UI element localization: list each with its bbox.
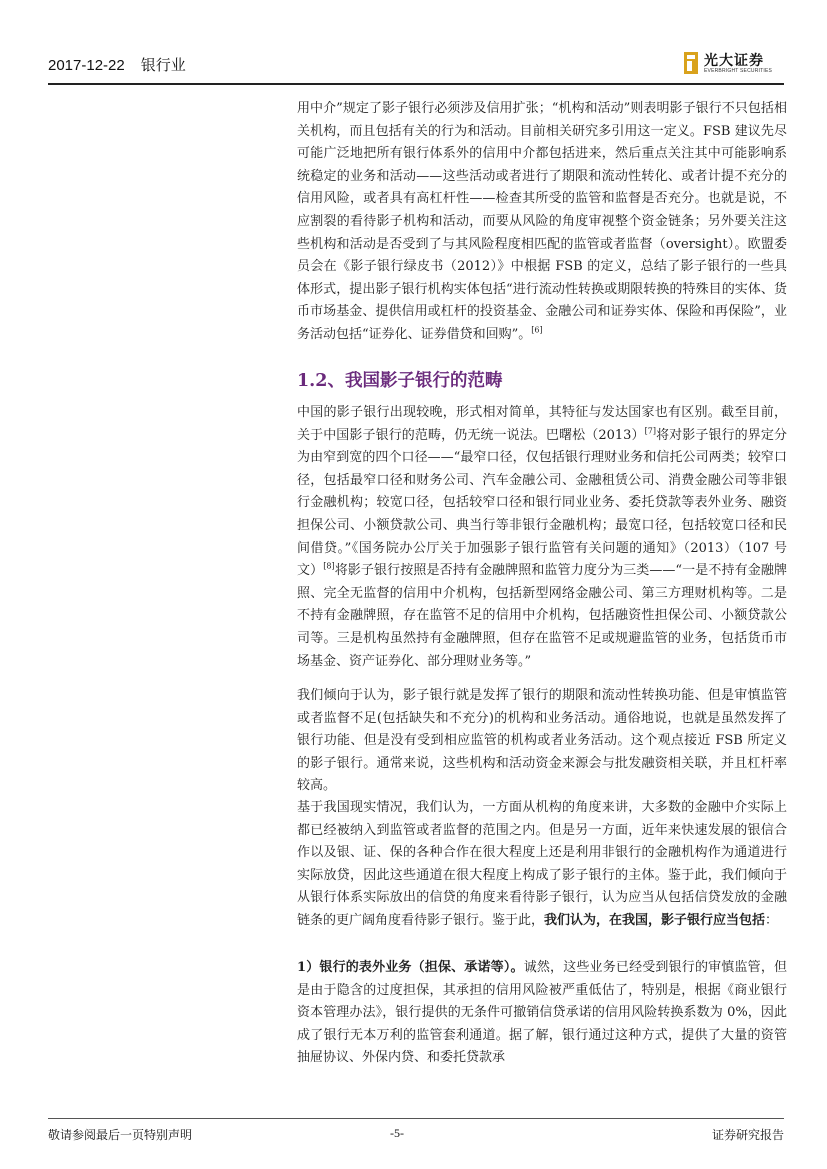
logo-mark-icon: [684, 52, 698, 74]
reference-8: [8]: [323, 561, 335, 571]
industry-label: 银行业: [140, 57, 186, 74]
paragraph-3-text: 我们倾向于认为，影子银行就是发挥了银行的期限和流动性转换功能、但是审慎监管或者监督不足(包括缺失和不充分)的机构和业务活动。通俗地说，也就是虽然发挥了银行功能、但是没有受到相应监管的机构或者业务活动。这个观点接近 FSB 所定义的影子银行。通常来说，这些机构和活动资金来源会与批发融资相关联，并且杠杆率较高。: [297, 688, 787, 794]
paragraph-2: [297, 402, 787, 673]
paragraph-1-text: 用中介”规定了影子银行必须涉及信用扩张；“机构和活动”则表明影子银行不只包括相关机构，而且包括有关的行为和活动。目前相关研究多引用这一定义。FSB 建议先尽可能广泛地把所有银行体系外的信用中介都包括进来，然后重点关注其中可能影响系统稳定的业务和活动——这些活动或者进行了期限和流动性转化、或者计提不充分的信用风险，或者具有高杠杆性——检查其所受的监管和监督是否充分。也就是说，不应割裂的看待影子机构和活动，而要从风险的角度审视整个资金链条；另外要关注这些机构和活动是否受到了与其风险程度相匹配的监管或者监督（oversight）。欧盟委员会在《影子银行绿皮书（2012）》中根据 FSB 的定义，总结了影子银行的一些具体形式，提出影子银行机构实体包括“进行流动性转换或期限转换的特殊目的实体、货币市场基金、提供信用或杠杆的投资基金、金融公司和证券实体、保险和再保险”，业务活动包括“证券化、证券借贷和回购”。: [297, 101, 787, 342]
footer-divider: [48, 1118, 784, 1119]
paragraph-4-end: ：: [765, 912, 779, 928]
logo-text-en: EVERBRIGHT SECURITIES: [704, 68, 773, 74]
page-header: [48, 54, 202, 75]
company-logo: [684, 50, 784, 78]
paragraph-5-text: 诚然，这些业务已经受到银行的审慎监管，但是由于隐含的过度担保，其承担的信用风险被严重低估了，特别是，根据《商业银行资本管理办法》，银行提供的无条件可撤销信贷承诺的信用风险转换系数为 0%，因此成了银行无本万利的监管套利通道。据了解，银行通过这种方式，提供了大量的资管抽屉协议、外保内贷、和委托贷款承: [297, 960, 787, 1066]
paragraph-2-text-c: 将影子银行按照是否持有金融牌照和监管力度分为三类——“一是不持有金融牌照、完全无监督的信用中介机构，包括新型网络金融公司、第三方理财机构等。二是不持有金融牌照，存在监管不足的信用中介机构，包括融资性担保公司、小额贷款公司等。三是机构虽然持有金融牌照，但存在监管不足或规避监管的业务，包括货币市场基金、资产证券化、部分理财业务等。”: [297, 563, 787, 669]
paragraph-2-text-b: 将对影子银行的界定分为由窄到宽的四个口径——“最窄口径，仅包括银行理财业务和信托公司两类；较窄口径，包括最窄口径和财务公司、汽车金融公司、金融租赁公司、消费金融公司等非银行金融机构；较宽口径，包括较窄口径和银行同业业务、委托贷款等表外业务、融资担保公司、小额贷款公司、典当行等非银行金融机构；最宽口径，包括较宽口径和民间借贷。”《国务院办公厅关于加强影子银行监管有关问题的通知》（2013）（107 号文）: [297, 427, 787, 579]
page-number: -5-: [390, 1126, 404, 1140]
reference-7: [7]: [644, 426, 656, 436]
footer-report-type: 证券研究报告: [711, 1128, 784, 1142]
footer-disclaimer: 敬请参阅最后一页特别声明: [48, 1128, 193, 1142]
paragraph-3: [297, 685, 787, 798]
report-date: 2017-12-22: [48, 57, 125, 74]
paragraph-1: [297, 98, 787, 347]
section-heading: 1.2、我国影子银行的范畴: [297, 371, 503, 391]
paragraph-2-text-a: 中国的影子银行出现较晚，形式相对简单，其特征与发达国家也有区别。截至目前，关于中国影子银行的范畴，仍无统一说法。巴曙松（2013）: [297, 405, 787, 443]
paragraph-5-heading: 1）银行的表外业务（担保、承诺等）。: [297, 960, 524, 975]
header-divider: [48, 83, 784, 85]
paragraph-4: [297, 797, 787, 933]
paragraph-4-emphasis: 我们认为，在我国，影子银行应当包括: [544, 912, 766, 928]
paragraph-4-text: 基于我国现实情况，我们认为，一方面从机构的角度来讲，大多数的金融中介实际上都已经被纳入到监管或者监督的范围之内。但是另一方面，近年来快速发展的银信合作以及银、证、保的各种合作在很大程度上还是利用非银行的金融机构作为通道进行实际放贷，因此这些通道在很大程度上构成了影子银行的主体。鉴于此，我们倾向于从银行体系实际放出的信贷的角度来看待影子银行，认为应当从包括信贷发放的金融链条的更广阔角度看待影子银行。鉴于此，: [297, 800, 787, 928]
paragraph-5: [297, 957, 787, 1070]
reference-6: [6]: [531, 325, 543, 335]
logo-text-cn: 光大证券: [704, 53, 764, 69]
